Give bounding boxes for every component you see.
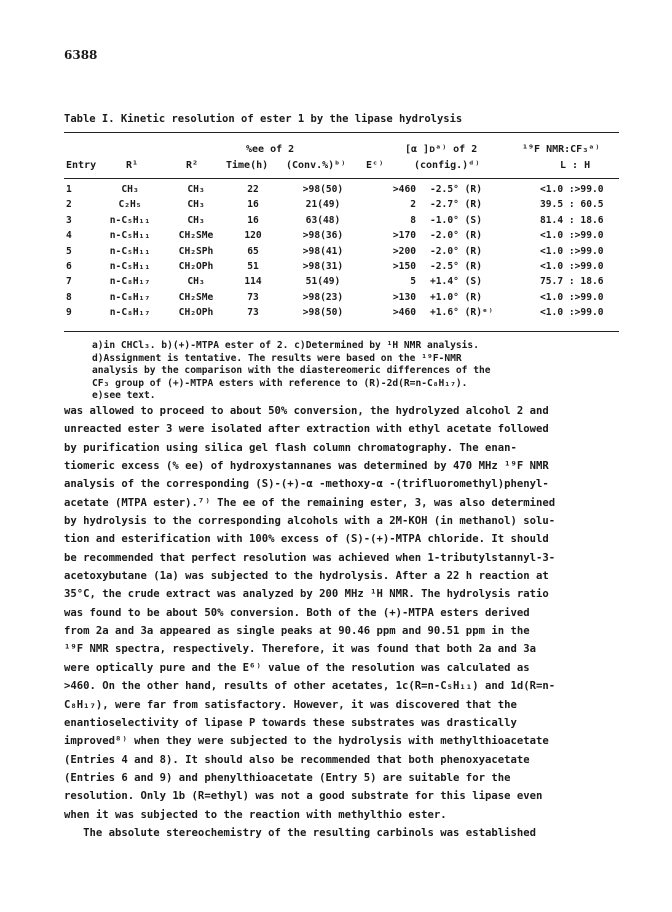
body-line: unreacted ester 3 were isolated after extraction with ethyl acetate followed — [64, 423, 549, 436]
cell-e: >460 — [392, 184, 416, 195]
body-line: ¹⁹F NMR spectra, respectively. Therefore, it was found that both 2a and 3a — [64, 643, 536, 656]
cell-entry: 7 — [66, 276, 72, 288]
cell-ee: >98(50) — [302, 184, 344, 195]
body-line: was found to be about 50% conversion. Both of the (+)-MTPA esters derived — [64, 606, 530, 619]
body-line: by purification using silica gel flash column chromatography. The enan- — [64, 441, 517, 454]
cell-ratio: 75.7 : 18.6 — [540, 276, 604, 288]
footnote-line: a)in CHCl₃. b)(+)-MTPA ester of 2. c)Determined by ¹H NMR analysis. — [92, 340, 479, 351]
cell-r1: n-C₅H₁₁ — [109, 260, 151, 272]
cell-time: 73 — [247, 291, 259, 303]
cell-e: 2 — [410, 199, 416, 211]
cell-ee: 21(49) — [305, 199, 341, 211]
cell-r2: CH₂SMe — [178, 291, 214, 303]
header-alpha-line2: (config.)ᵈ⁾ — [414, 160, 481, 171]
table-row — [64, 261, 619, 276]
cell-ratio: <1.0 :>99.0 — [540, 184, 604, 195]
cell-ee: >98(41) — [302, 245, 344, 257]
cell-ratio: <1.0 :>99.0 — [540, 260, 604, 272]
table-row — [64, 307, 619, 322]
table-header-rule — [64, 178, 619, 179]
header-alpha-line1: [α ]ᴅᵃ⁾ of 2 — [405, 144, 478, 155]
body-line: enantioselectivity of lipase P towards these substrates was drastically — [64, 716, 517, 729]
footnote-line: CF₃ group of (+)-MTPA esters with reference to (R)-2d(R=n-C₈H₁₇). — [92, 377, 468, 389]
cell-r1: n-C₅H₁₁ — [109, 214, 151, 226]
cell-entry: 1 — [66, 184, 72, 195]
table-row — [64, 246, 619, 261]
header-nmr-line2: L : H — [560, 160, 591, 171]
header-ee-line2: (Conv.%)ᵇ⁾ — [286, 160, 347, 171]
header-entry: Entry — [66, 160, 97, 171]
body-line: tion and esterification with 100% excess of (S)-(+)-MTPA chloride. It should — [64, 533, 549, 546]
cell-r1: n-C₅H₁₁ — [109, 245, 151, 257]
body-line: resolution. Only 1b (R=ethyl) was not a good substrate for this lipase even — [64, 790, 543, 803]
cell-r1: CH₃ — [121, 184, 139, 195]
page-number: 6388 — [64, 48, 98, 62]
cell-r2: CH₂SPh — [178, 245, 214, 257]
cell-r2: CH₂OPh — [178, 260, 214, 272]
header-r2: R² — [186, 160, 199, 171]
cell-entry: 8 — [66, 291, 72, 303]
body-line: tiomeric excess (% ee) of hydroxystannanes was determined by 470 MHz ¹⁹F NMR — [64, 460, 549, 473]
body-line: >460. On the other hand, results of other acetates, 1c(R=n-C₅H₁₁) and 1d(R=n- — [64, 680, 556, 693]
cell-ratio: <1.0 :>99.0 — [540, 307, 604, 319]
table-footnotes — [92, 340, 612, 403]
cell-alpha: +1.6° (R)ᵉ⁾ — [430, 307, 494, 319]
cell-e: >150 — [392, 260, 416, 272]
cell-ee: >98(36) — [302, 230, 344, 242]
body-line: from 2a and 3a appeared as single peaks at 90.46 ppm and 90.51 ppm in the — [64, 625, 530, 638]
header-nmr-line1: ¹⁹F NMR:CF₃ᵃ⁾ — [522, 144, 601, 155]
body-line: be recommended that perfect resolution was achieved when 1-tributylstannyl-3- — [64, 551, 556, 564]
cell-ee: >98(50) — [302, 307, 344, 319]
cell-entry: 3 — [66, 214, 72, 226]
cell-alpha: -2.5° (R) — [430, 260, 482, 272]
body-line: (Entries 6 and 9) and phenylthioacetate (Entry 5) are suitable for the — [64, 771, 511, 784]
header-r1: R¹ — [126, 160, 139, 171]
cell-entry: 2 — [66, 199, 72, 211]
table-caption: Table I. Kinetic resolution of ester 1 by the lipase hydrolysis — [64, 113, 463, 125]
cell-r2: CH₃ — [187, 276, 205, 288]
cell-alpha: +1.4° (S) — [430, 276, 482, 288]
footnote-line: analysis by the comparison with the diastereomeric differences of the — [92, 365, 491, 377]
footnote-line: d)Assignment is tentative. The results were based on the ¹⁹F-NMR — [92, 352, 462, 364]
cell-time: 65 — [247, 245, 259, 257]
cell-e: >170 — [392, 230, 416, 242]
header-time: Time(h) — [226, 160, 269, 171]
cell-alpha: -2.0° (R) — [430, 230, 482, 242]
body-line: analysis of the corresponding (S)-(+)-α -methoxy-α -(trifluoromethyl)phenyl- — [64, 478, 549, 491]
cell-alpha: -2.5° (R) — [430, 184, 482, 195]
cell-time: 22 — [247, 184, 259, 195]
body-line: improved⁸⁾ when they were subjected to the hydrolysis with methylthioacetate — [64, 735, 549, 748]
cell-entry: 5 — [66, 245, 72, 257]
cell-alpha: -2.0° (R) — [430, 245, 482, 257]
body-line: were optically pure and the E⁶⁾ value of the resolution was calculated as — [64, 661, 530, 674]
table-row — [64, 184, 619, 199]
cell-ee: >98(31) — [302, 260, 344, 272]
cell-e: >460 — [392, 307, 416, 319]
cell-ratio: 39.5 : 60.5 — [540, 199, 604, 211]
cell-r1: n-C₈H₁₇ — [109, 307, 151, 319]
cell-e: 5 — [410, 276, 416, 288]
cell-e: 8 — [410, 214, 416, 226]
cell-ratio: <1.0 :>99.0 — [540, 230, 604, 242]
cell-time: 16 — [247, 199, 259, 211]
cell-ratio: <1.0 :>99.0 — [540, 245, 604, 257]
cell-entry: 6 — [66, 260, 72, 272]
table-row — [64, 215, 619, 230]
table-row — [64, 230, 619, 245]
table-row — [64, 276, 619, 291]
table-bottom-rule — [64, 331, 619, 332]
cell-e: >200 — [392, 245, 416, 257]
table-row — [64, 292, 619, 307]
cell-time: 73 — [247, 307, 259, 319]
table-row — [64, 199, 619, 214]
cell-r2: CH₂SMe — [178, 230, 214, 242]
header-e: Eᶜ⁾ — [366, 160, 385, 171]
body-text — [64, 402, 624, 842]
table-top-rule — [64, 132, 619, 133]
cell-ee: >98(23) — [302, 291, 344, 303]
cell-time: 16 — [247, 214, 259, 226]
cell-time: 120 — [244, 230, 262, 242]
cell-ee: 63(48) — [305, 214, 341, 226]
cell-alpha: +1.0° (R) — [430, 291, 482, 303]
cell-time: 114 — [244, 276, 262, 288]
cell-r1: n-C₈H₁₇ — [109, 276, 151, 288]
cell-ee: 51(49) — [305, 276, 341, 288]
cell-entry: 4 — [66, 230, 72, 242]
cell-r2: CH₂OPh — [178, 307, 214, 319]
body-line: acetate (MTPA ester).⁷⁾ The ee of the remaining ester, 3, was also determined — [64, 496, 556, 509]
cell-r1: C₂H₅ — [118, 199, 142, 211]
cell-ratio: 81.4 : 18.6 — [540, 214, 604, 226]
body-line: (Entries 4 and 8). It should also be recommended that both phenoxyacetate — [64, 753, 530, 766]
cell-alpha: -1.0° (S) — [430, 214, 482, 226]
body-line: C₈H₁₇), were far from satisfactory. However, it was discovered that the — [64, 698, 517, 711]
header-ee-line1: %ee of 2 — [246, 144, 295, 155]
cell-r1: n-C₅H₁₁ — [109, 230, 151, 242]
cell-r1: n-C₈H₁₇ — [109, 291, 151, 303]
cell-r2: CH₃ — [187, 184, 205, 195]
cell-r2: CH₃ — [187, 199, 205, 211]
cell-e: >130 — [392, 291, 416, 303]
body-line: was allowed to proceed to about 50% conversion, the hydrolyzed alcohol 2 and — [64, 405, 549, 417]
body-line: by hydrolysis to the corresponding alcohols with a 2M-KOH (in methanol) solu- — [64, 515, 556, 528]
cell-alpha: -2.7° (R) — [430, 199, 482, 211]
body-line: 35°C, the crude extract was analyzed by 200 MHz ¹H NMR. The hydrolysis ratio — [64, 588, 549, 601]
cell-entry: 9 — [66, 307, 72, 319]
table-body — [64, 184, 619, 323]
body-line: acetoxybutane (1a) was subjected to the hydrolysis. After a 22 h reaction at — [64, 570, 549, 583]
footnote-line: e)see text. — [92, 390, 156, 402]
cell-r2: CH₃ — [187, 214, 205, 226]
cell-time: 51 — [247, 260, 259, 272]
body-line: when it was subjected to the reaction with methylthio ester. — [64, 808, 447, 821]
body-line: The absolute stereochemistry of the resulting carbinols was established — [64, 826, 536, 839]
cell-ratio: <1.0 :>99.0 — [540, 291, 604, 303]
